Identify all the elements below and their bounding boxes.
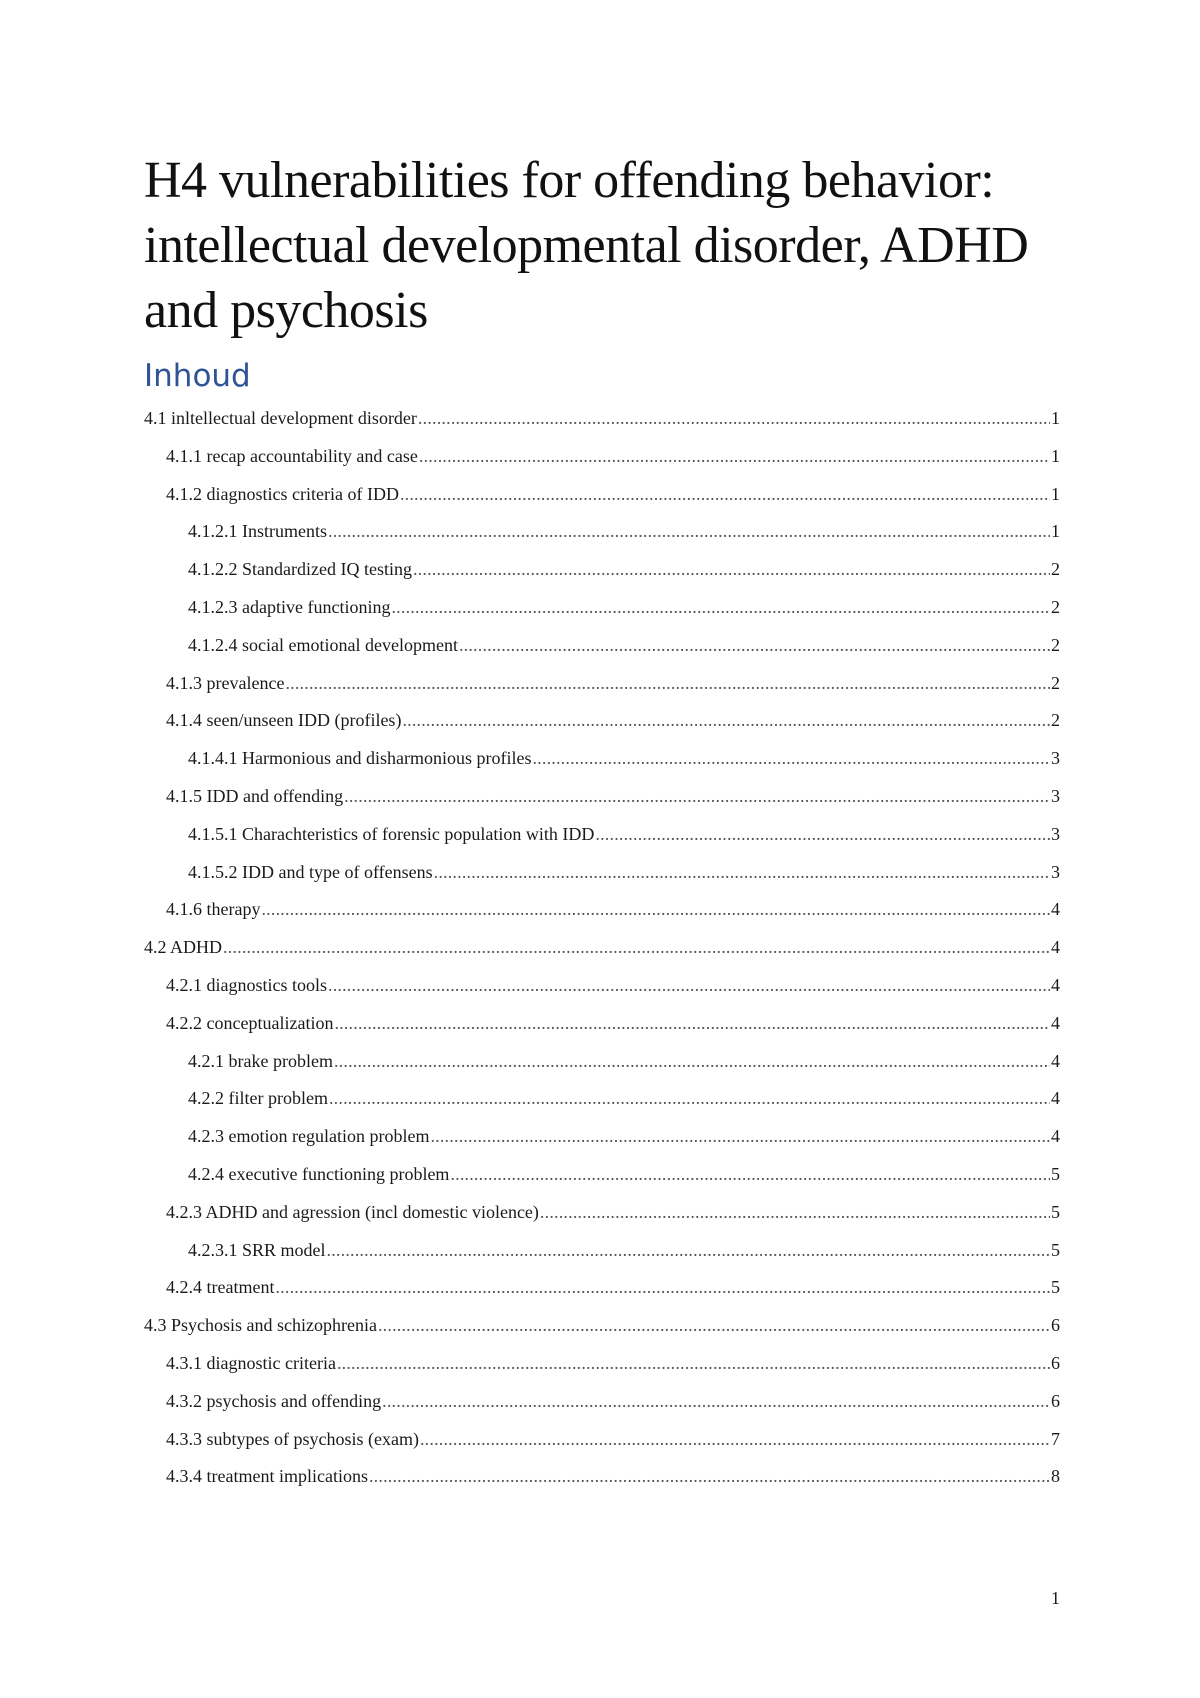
toc-dot-leader	[450, 1156, 1050, 1194]
toc-entry-text: 4.1.2.2 Standardized IQ testing	[188, 559, 412, 580]
toc-entry-text: 4.2.4 executive functioning problem	[188, 1163, 450, 1184]
toc-entry[interactable]	[144, 1005, 1060, 1043]
toc-dot-leader	[459, 627, 1050, 665]
toc-entry[interactable]	[144, 476, 1060, 514]
toc-entry-text: 4.1.5 IDD and offending	[166, 785, 344, 806]
toc-entry-text: 4.1 inltellectual development disorder	[144, 408, 417, 428]
toc-dot-leader	[391, 589, 1050, 627]
toc-entry[interactable]	[144, 551, 1060, 589]
toc-entry-text: 4.2.2 filter problem	[188, 1088, 328, 1109]
toc-entry[interactable]	[144, 438, 1060, 476]
toc-entry-page: 3	[1051, 748, 1060, 769]
toc-entry[interactable]	[144, 740, 1060, 778]
toc-entry[interactable]	[144, 816, 1060, 854]
toc-entry-page: 4	[1051, 899, 1060, 920]
toc-entry-page: 1	[1051, 408, 1060, 428]
toc-entry-page: 4	[1051, 974, 1060, 995]
toc-entry[interactable]	[144, 1118, 1060, 1156]
toc-entry-page: 3	[1051, 823, 1060, 844]
toc-entry[interactable]	[144, 589, 1060, 627]
toc-dot-leader	[430, 1118, 1050, 1156]
toc-entry[interactable]	[144, 702, 1060, 740]
toc-entry[interactable]	[144, 891, 1060, 929]
toc-entry-page: 4	[1051, 1012, 1060, 1033]
toc-entry-text: 4.1.1 recap accountability and case	[166, 445, 418, 466]
toc-entry[interactable]	[144, 854, 1060, 892]
toc-entry[interactable]	[144, 1156, 1060, 1194]
toc-dot-leader	[402, 702, 1050, 740]
table-of-contents	[144, 400, 1060, 1496]
toc-entry[interactable]	[144, 1194, 1060, 1232]
toc-entry-text: 4.1.5.2 IDD and type of offensens	[188, 861, 433, 882]
toc-entry-page: 7	[1051, 1428, 1060, 1449]
toc-entry-text: 4.1.3 prevalence	[166, 672, 285, 693]
toc-entry-text: 4.1.2.4 social emotional development	[188, 634, 458, 655]
toc-entry[interactable]	[144, 1345, 1060, 1383]
toc-entry-page: 5	[1051, 1277, 1060, 1298]
toc-entry-page: 4	[1051, 1126, 1060, 1147]
toc-entry-page: 5	[1051, 1201, 1060, 1222]
toc-entry-page: 2	[1051, 634, 1060, 655]
toc-entry-text: 4.3.2 psychosis and offending	[166, 1390, 382, 1411]
toc-dot-leader	[595, 816, 1050, 854]
toc-entry-page: 6	[1051, 1352, 1060, 1373]
toc-entry-text: 4.2.3 ADHD and agression (incl domestic violence)	[166, 1201, 539, 1222]
toc-entry-text: 4.2.3 emotion regulation problem	[188, 1126, 430, 1147]
toc-dot-leader	[419, 438, 1050, 476]
toc-dot-leader	[261, 891, 1050, 929]
toc-entry-page: 2	[1051, 672, 1060, 693]
toc-entry-page: 1	[1051, 483, 1060, 504]
toc-entry[interactable]	[144, 929, 1060, 967]
toc-entry-page: 5	[1051, 1163, 1060, 1184]
toc-entry[interactable]	[144, 967, 1060, 1005]
toc-entry[interactable]	[144, 513, 1060, 551]
toc-dot-leader	[344, 778, 1050, 816]
toc-entry[interactable]	[144, 627, 1060, 665]
toc-dot-leader	[420, 1421, 1050, 1459]
toc-dot-leader	[223, 929, 1050, 967]
toc-entry-page: 1	[1051, 521, 1060, 542]
toc-dot-leader	[413, 551, 1050, 589]
toc-entry-page: 4	[1051, 937, 1060, 958]
toc-dot-leader	[327, 1232, 1050, 1270]
toc-dot-leader	[285, 665, 1050, 703]
toc-entry-page: 2	[1051, 559, 1060, 580]
toc-entry-page: 3	[1051, 861, 1060, 882]
toc-entry-text: 4.1.4 seen/unseen IDD (profiles)	[166, 710, 402, 731]
toc-entry[interactable]	[144, 1383, 1060, 1421]
toc-entry-page: 1	[1051, 445, 1060, 466]
toc-entry-page: 8	[1051, 1466, 1060, 1487]
toc-dot-leader	[369, 1458, 1050, 1496]
toc-dot-leader	[378, 1307, 1050, 1345]
toc-entry-text: 4.3 Psychosis and schizophrenia	[144, 1315, 377, 1336]
toc-entry[interactable]	[144, 1232, 1060, 1270]
toc-dot-leader	[275, 1269, 1050, 1307]
toc-entry[interactable]	[144, 1043, 1060, 1081]
toc-entry-text: 4.2.4 treatment	[166, 1277, 275, 1298]
document-title: H4 vulnerabilities for offending behavior: intellectual developmental disorder, ADHD and psychosis	[144, 152, 1029, 339]
toc-entry[interactable]	[144, 1269, 1060, 1307]
toc-entry-text: 4.1.6 therapy	[166, 899, 261, 920]
toc-entry-page: 2	[1051, 710, 1060, 731]
toc-entry-text: 4.2 ADHD	[144, 937, 223, 958]
toc-entry-page: 2	[1051, 596, 1060, 617]
toc-entry[interactable]	[144, 400, 1060, 438]
toc-entry-text: 4.3.1 diagnostic criteria	[166, 1352, 336, 1373]
toc-heading: Inhoud	[144, 358, 251, 394]
toc-entry-page: 4	[1051, 1088, 1060, 1109]
toc-entry-text: 4.2.1 diagnostics tools	[166, 974, 327, 995]
toc-entry[interactable]	[144, 665, 1060, 703]
toc-entry[interactable]	[144, 778, 1060, 816]
toc-entry-text: 4.1.2.3 adaptive functioning	[188, 596, 391, 617]
page-number: 1	[1051, 1588, 1060, 1608]
toc-dot-leader	[418, 400, 1050, 438]
toc-entry-text: 4.2.2 conceptualization	[166, 1012, 334, 1033]
toc-entry-page: 3	[1051, 785, 1060, 806]
toc-entry-page: 4	[1051, 1050, 1060, 1071]
toc-entry-page: 6	[1051, 1315, 1060, 1336]
toc-dot-leader	[400, 476, 1050, 514]
toc-entry-text: 4.1.4.1 Harmonious and disharmonious profiles	[188, 748, 532, 769]
toc-entry[interactable]	[144, 1307, 1060, 1345]
toc-entry-text: 4.1.2.1 Instruments	[188, 521, 327, 542]
toc-entry-text: 4.2.3.1 SRR model	[188, 1239, 326, 1260]
toc-entry[interactable]	[144, 1458, 1060, 1496]
toc-entry-text: 4.2.1 brake problem	[188, 1050, 333, 1071]
toc-entry-text: 4.1.5.1 Charachteristics of forensic population with IDD	[188, 823, 595, 844]
toc-dot-leader	[329, 1080, 1050, 1118]
toc-dot-leader	[334, 1005, 1050, 1043]
toc-entry-page: 5	[1051, 1239, 1060, 1260]
toc-entry-text: 4.3.4 treatment implications	[166, 1466, 368, 1487]
toc-dot-leader	[382, 1383, 1050, 1421]
toc-dot-leader	[328, 967, 1050, 1005]
toc-entry-text: 4.1.2 diagnostics criteria of IDD	[166, 483, 399, 504]
toc-entry[interactable]	[144, 1080, 1060, 1118]
toc-dot-leader	[434, 854, 1050, 892]
toc-entry-text: 4.3.3 subtypes of psychosis (exam)	[166, 1428, 419, 1449]
toc-dot-leader	[532, 740, 1050, 778]
toc-dot-leader	[334, 1043, 1050, 1081]
toc-dot-leader	[540, 1194, 1050, 1232]
toc-entry-page: 6	[1051, 1390, 1060, 1411]
toc-dot-leader	[328, 513, 1050, 551]
toc-dot-leader	[337, 1345, 1050, 1383]
toc-entry[interactable]	[144, 1421, 1060, 1459]
